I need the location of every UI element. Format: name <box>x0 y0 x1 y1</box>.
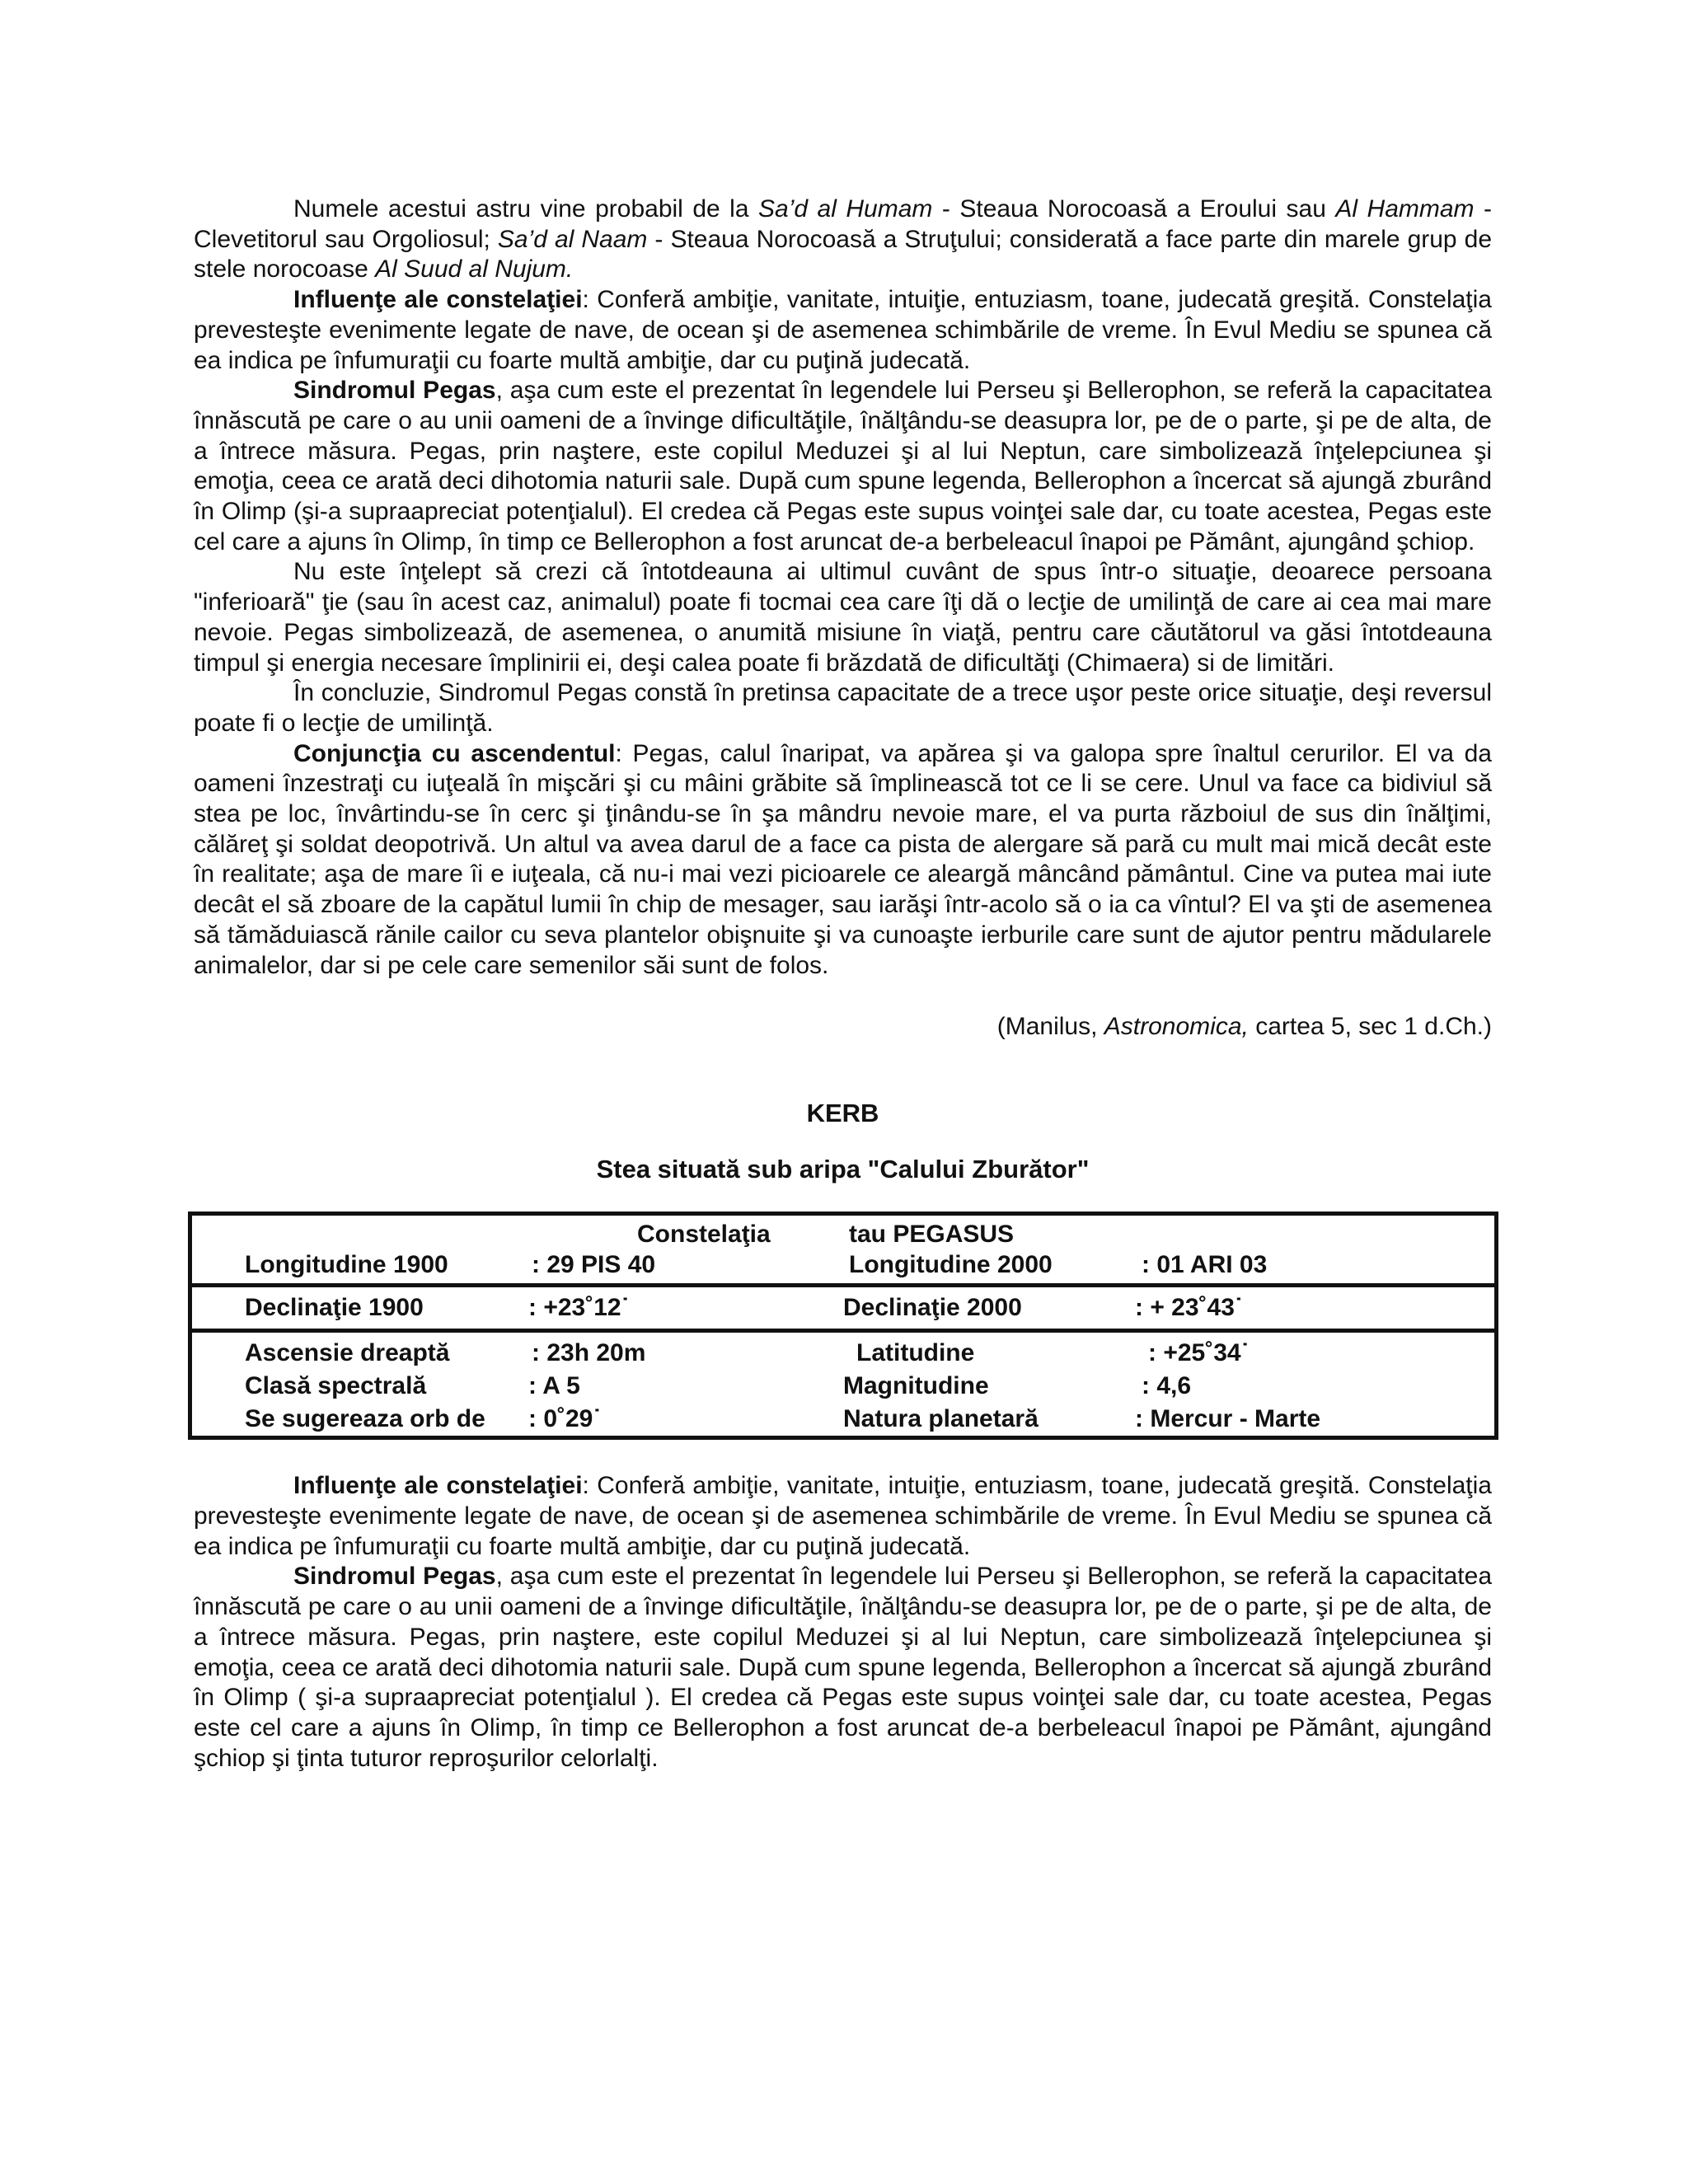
star-subtitle: Stea situată sub aripa "Calului Zburător" <box>596 1155 1090 1184</box>
document-page <box>194 194 1492 1774</box>
citation <box>194 1012 1492 1042</box>
sindrom-text-1: , aşa cum este el prezentat în legendele lui Perseu şi Bellerophon, se referă la capacitatea înnăscută pe care o au unii oameni de a învinge dificultăţile, înălţându-se deasupra lor, pe de o parte, şi pe de alta, de a întrece măsura. Pegas, prin naştere, este copilul Meduzei şi al lui Neptun, care simbolizează înţelepciunea şi emoţia, ceea ce arată deci dihotomia naturii sale. După cum spune legenda, Bellerophon a încercat să ajungă zburând în Olimp (şi-a supraapreciat potenţialul). El credea că Pegas este supus voinţei sale dar, cu toate acestea, Pegas este cel care a ajuns în Olimp, în timp ce Bellerophon a fost aruncat de-a berbeleacul înapoi pe Pământ, ajungând şchiop. <box>194 377 1493 555</box>
star-data-table <box>188 1212 1498 1440</box>
sindrom-paragraph-1 <box>194 376 1492 557</box>
right-ascension-value: : 23h 20m <box>532 1339 646 1367</box>
intro-name-sad-al-humam: Sa’d al Humam <box>758 195 933 223</box>
magnitude-label: Magnitudine <box>843 1372 989 1400</box>
latitude-label: Latitudine <box>856 1339 975 1367</box>
intro-text-2: - Steaua Norocoasă a Eroului sau <box>932 195 1336 223</box>
spectral-class-label: Clasă spectrală <box>245 1372 427 1400</box>
star-name: KERB <box>806 1099 879 1128</box>
declination-2000-value: : + 23˚43˙ <box>1135 1294 1243 1322</box>
planetary-nature-value: : Mercur - Marte <box>1135 1405 1321 1433</box>
longitude-2000-label: Longitudine 2000 <box>849 1251 1053 1279</box>
sindrom-text-2: , aşa cum este el prezentat în legendele lui Perseu şi Bellerophon, se referă la capacitatea înnăscută pe care o au unii oameni de a învinge dificultăţile, înălţându-se deasupra lor, pe de o parte, şi pe de alta, de a întrece măsura. Pegas, prin naştere, este copilul Meduzei şi al lui Neptun, care simbolizează înţelepciunea şi emoţia, ceea ce arată deci dihotomia naturii sale. După cum spune legenda, Bellerophon a încercat să ajungă zburând în Olimp ( şi-a supraapreciat potenţialul ). El credea că Pegas este supus voinţei sale dar, cu toate acestea, Pegas este cel care a ajuns în Olimp, în timp ce Bellerophon a fost aruncat de-a berbeleacul înapoi pe Pământ, ajungând şchiop şi ţinta tuturor reproşurilor celorlalţi. <box>194 1563 1493 1772</box>
constellation-value: tau PEGASUS <box>849 1221 1015 1249</box>
constellation-label: Constelaţia <box>637 1221 771 1249</box>
sindrom-heading-1: Sindromul Pegas <box>293 377 496 405</box>
longitude-1900-label: Longitudine 1900 <box>245 1251 448 1279</box>
declination-1900-label: Declinaţie 1900 <box>245 1294 424 1322</box>
intelept-paragraph: Nu este înţelept să crezi că întotdeauna ai ultimul cuvânt de spus într-o situaţie, deoarece persoana "inferioară" ţie (sau în acest caz, animalul) poate fi tocmai cea care îţi dă o lecţie de umilinţă de care ai cea mai mare nevoie. Pegas simbolizează, de asemenea, o anumită misiune în viaţă, pentru care căutătorul va găsi întotdeauna timpul şi energia necesare împlinirii ei, deşi calea poate fi brăzdată de dificultăţi (Chimaera) si de limitări. <box>194 558 1492 677</box>
intro-text-1: Numele acestui astru vine probabil de la <box>293 195 759 223</box>
intro-name-al-hammam: Al Hammam <box>1335 195 1475 223</box>
influente-paragraph-1 <box>194 285 1492 376</box>
influente-text-2: : Conferă ambiţie, vanitate, intuiţie, entuziasm, toane, judecată greşită. Constelaţia prevesteşte evenimente legate de nave, de ocean şi de asemenea schimbările de vreme. În Evul Mediu se spunea că ea indica pe înfumuraţii cu foarte multă ambiţie, dar cu puţină judecată. <box>194 1472 1492 1560</box>
longitude-2000-value: : 01 ARI 03 <box>1142 1251 1268 1279</box>
sindrom-heading-2: Sindromul Pegas <box>293 1563 496 1591</box>
intro-name-al-suud: Al Suud al Nujum. <box>375 255 574 284</box>
longitude-1900-value: : 29 PIS 40 <box>532 1251 656 1279</box>
concluzie-paragraph: În concluzie, Sindromul Pegas constă în pretinsa capacitate de a trece uşor peste orice situaţie, deşi reversul poate fi o lecţie de umilinţă. <box>194 679 1492 737</box>
conjunctie-heading: Conjuncţia cu ascendentul <box>293 739 616 767</box>
influente-heading-2: Influenţe ale constelaţiei <box>293 1472 583 1500</box>
declination-2000-label: Declinaţie 2000 <box>843 1294 1022 1322</box>
citation-work: Astronomica, <box>1104 1013 1249 1041</box>
intro-text-3: - Clevetitorul sau Orgoliosul; <box>194 195 1493 253</box>
declination-1900-value: : +23˚12˙ <box>528 1294 630 1322</box>
citation-suffix: cartea 5, sec 1 d.Ch.) <box>1248 1013 1492 1041</box>
influente-heading-1: Influenţe ale constelaţiei <box>293 286 583 314</box>
spectral-class-value: : A 5 <box>528 1372 580 1400</box>
influente-text-1: : Conferă ambiţie, vanitate, intuiţie, entuziasm, toane, judecată greşită. Constelaţia prevesteşte evenimente legate de nave, de ocean şi de asemenea schimbările de vreme. În Evul Mediu se spunea că ea indica pe înfumuraţii cu foarte multă ambiţie, dar cu puţină judecată. <box>194 286 1492 374</box>
sindrom-paragraph-2 <box>194 1562 1492 1774</box>
orb-label: Se sugereaza orb de <box>245 1405 485 1433</box>
influente-paragraph-2 <box>194 1471 1492 1562</box>
orb-value: : 0˚29˙ <box>528 1405 602 1433</box>
intro-text-4: - Steaua Norocoasă a Struţului; considerată a face parte din marele grup de stele norocoase <box>194 225 1493 284</box>
latitude-value: : +25˚34˙ <box>1148 1339 1250 1367</box>
table-section-longitude <box>192 1216 1494 1287</box>
citation-prefix: (Manilus, <box>996 1013 1104 1041</box>
table-section-declination <box>192 1287 1494 1333</box>
right-ascension-label: Ascensie dreaptă <box>245 1339 450 1367</box>
planetary-nature-label: Natura planetară <box>843 1405 1039 1433</box>
intro-paragraph <box>194 194 1492 285</box>
conjunctie-paragraph <box>194 739 1492 982</box>
table-section-properties <box>192 1333 1494 1436</box>
intro-name-sad-al-naam: Sa’d al Naam <box>497 225 648 253</box>
conjunctie-text: : Pegas, calul înaripat, va apărea şi va galopa spre înaltul cerurilor. El va da oameni înzestraţi cu iuţeală în mişcări şi cu mâini grăbite să împlinească tot ce li se cere. Unul va face ca bidiviul să stea pe loc, învârtindu-se în cerc şi ţinându-se în şa mândru nevoie mare, el va purta războiul de sus din înălţimi, călăreţ şi soldat deopotrivă. Un altul va avea darul de a face ca pista de alergare să pară cu mult mai mică decât este în realitate; aşa de mare îi e iuţeala, că nu-i mai vezi picioarele ce aleargă mâncând pământul. Cine va putea mai iute decât el să zboare de la capătul lumii în chip de mesager, sau iarăşi într-acolo să o ia ca vîntul? El va şti de asemenea să tămăduiască rănile cailor cu seva plantelor obişnuite şi va cunoaşte ierburile care sunt de ajutor pentru mădularele animalelor, dar si pe cele care semenilor săi sunt de folos. <box>194 739 1492 979</box>
magnitude-value: : 4,6 <box>1142 1372 1192 1400</box>
